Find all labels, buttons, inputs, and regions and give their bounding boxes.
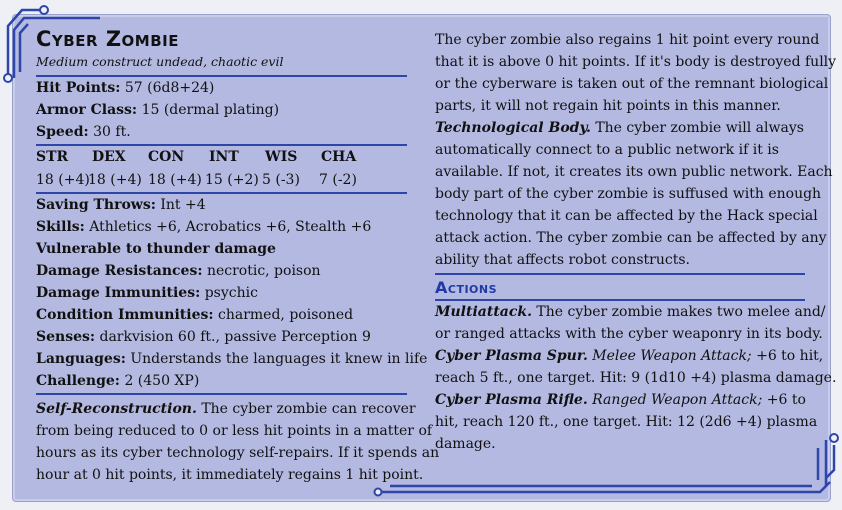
ability-header-cha: CHA <box>321 149 357 165</box>
tech-body-line-4: body part of the cyber zombie is suffused with enough <box>435 186 822 202</box>
saving-throws-line <box>36 195 206 215</box>
plasma-spur-type: Melee Weapon Attack; <box>592 348 752 364</box>
plasma-rifle-line-3: damage. <box>435 436 496 452</box>
languages-value: Understands the languages it knew in life <box>130 351 428 367</box>
self-reconstruction-line-3: hours as its cyber technology self-repairs. If it spends an <box>36 445 440 461</box>
tech-body-line-1 <box>435 118 804 138</box>
multiattack-name: Multiattack. <box>435 304 532 320</box>
tech-body-line-5: technology that it can be affected by the Hack special <box>435 208 818 224</box>
skills-value: Athletics +6, Acrobatics +6, Stealth +6 <box>89 219 372 235</box>
ability-value-dex: 18 (+4) <box>88 172 142 188</box>
multiattack-text-1: The cyber zombie makes two melee and/ <box>536 304 826 320</box>
tech-body-line-3: available. If not, it creates its own public network. Each <box>435 164 833 180</box>
divider <box>36 192 407 194</box>
ability-header-wis: WIS <box>265 149 298 165</box>
plasma-rifle-line-1 <box>435 390 806 410</box>
condition-immunities-value: charmed, poisoned <box>218 307 354 323</box>
plasma-rifle-type: Ranged Weapon Attack; <box>592 392 763 408</box>
self-reconstruction-line-1 <box>36 399 416 419</box>
plasma-spur-text-1: +6 to hit, <box>756 348 824 364</box>
ability-value-con: 18 (+4) <box>148 172 202 188</box>
plasma-rifle-text-1: +6 to <box>766 392 806 408</box>
saving-throws-label: Saving Throws: <box>36 197 156 213</box>
self-reconstruction-line-2: from being reduced to 0 or less hit points in a matter of <box>36 423 433 439</box>
ability-value-cha: 7 (-2) <box>319 172 357 188</box>
ability-header-int: INT <box>209 149 239 165</box>
armor-class-value: 15 (dermal plating) <box>141 102 280 118</box>
divider <box>435 273 805 275</box>
plasma-rifle-line-2: hit, reach 120 ft., one target. Hit: 12 (2d6 +4) plasma <box>435 414 818 430</box>
ability-values <box>36 170 407 190</box>
plasma-spur-name: Cyber Plasma Spur. <box>435 348 588 364</box>
ability-value-wis: 5 (-3) <box>262 172 300 188</box>
damage-immunities-value: psychic <box>204 285 258 301</box>
armor-class-label: Armor Class: <box>36 102 138 118</box>
ability-value-int: 15 (+2) <box>205 172 259 188</box>
self-reconstruction-line-4: hour at 0 hit points, it immediately regains 1 hit point. <box>36 467 424 483</box>
damage-resistances-line <box>36 261 321 281</box>
plasma-spur-line-1 <box>435 346 823 366</box>
challenge-label: Challenge: <box>36 373 120 389</box>
damage-resistances-label: Damage Resistances: <box>36 263 203 279</box>
regain-line-1: The cyber zombie also regains 1 hit point every round <box>435 32 820 48</box>
skills-label: Skills: <box>36 219 85 235</box>
vulnerability-line: Vulnerable to thunder damage <box>36 241 276 257</box>
hit-points-label: Hit Points: <box>36 80 121 96</box>
plasma-rifle-name: Cyber Plasma Rifle. <box>435 392 588 408</box>
damage-immunities-label: Damage Immunities: <box>36 285 201 301</box>
self-reconstruction-text-1: The cyber zombie can recover <box>201 401 416 417</box>
challenge-value: 2 (450 XP) <box>124 373 200 389</box>
speed-value: 30 ft. <box>93 124 131 140</box>
damage-immunities-line <box>36 283 258 303</box>
multiattack-line-2: or ranged attacks with the cyber weaponry in its body. <box>435 326 823 342</box>
divider <box>36 75 407 77</box>
tech-body-name: Technological Body. <box>435 120 591 136</box>
speed-label: Speed: <box>36 124 89 140</box>
hit-points-line <box>36 78 214 98</box>
hit-points-value: 57 (6d8+24) <box>124 80 215 96</box>
ability-header-dex: DEX <box>92 149 126 165</box>
damage-resistances-value: necrotic, poison <box>206 263 321 279</box>
regain-line-2: that it is above 0 hit points. If it's body is destroyed fully <box>435 54 837 70</box>
challenge-line <box>36 371 199 391</box>
tech-body-line-6: attack action. The cyber zombie can be affected by any <box>435 230 827 246</box>
tech-body-line-7: ability that affects robot constructs. <box>435 252 690 268</box>
senses-label: Senses: <box>36 329 96 345</box>
regain-line-3: or the cyberware is taken out of the remnant biological <box>435 76 829 92</box>
condition-immunities-label: Condition Immunities: <box>36 307 214 323</box>
senses-line <box>36 327 371 347</box>
ability-header-str: STR <box>36 149 69 165</box>
regain-line-4: parts, it will not regain hit points in this manner. <box>435 98 781 114</box>
divider <box>435 299 805 301</box>
languages-label: Languages: <box>36 351 126 367</box>
saving-throws-value: Int +4 <box>160 197 206 213</box>
multiattack-line-1 <box>435 302 826 322</box>
tech-body-text-1: The cyber zombie will always <box>595 120 804 136</box>
monster-subtitle: Medium construct undead, chaotic evil <box>36 54 284 69</box>
plasma-spur-line-2: reach 5 ft., one target. Hit: 9 (1d10 +4) plasma damage. <box>435 370 837 386</box>
condition-immunities-line <box>36 305 353 325</box>
speed-line <box>36 122 131 142</box>
ability-value-str: 18 (+4) <box>36 172 90 188</box>
armor-class-line <box>36 100 279 120</box>
ability-headers <box>36 147 407 167</box>
senses-value: darkvision 60 ft., passive Perception 9 <box>99 329 371 345</box>
divider <box>36 393 407 395</box>
monster-name: Cyber Zombie <box>36 27 179 51</box>
actions-heading: Actions <box>435 278 498 297</box>
languages-line <box>36 349 427 369</box>
tech-body-line-2: automatically connect to a public network if it is <box>435 142 779 158</box>
divider <box>36 144 407 146</box>
self-reconstruction-name: Self-Reconstruction. <box>36 401 197 417</box>
skills-line <box>36 217 371 237</box>
ability-header-con: CON <box>148 149 185 165</box>
